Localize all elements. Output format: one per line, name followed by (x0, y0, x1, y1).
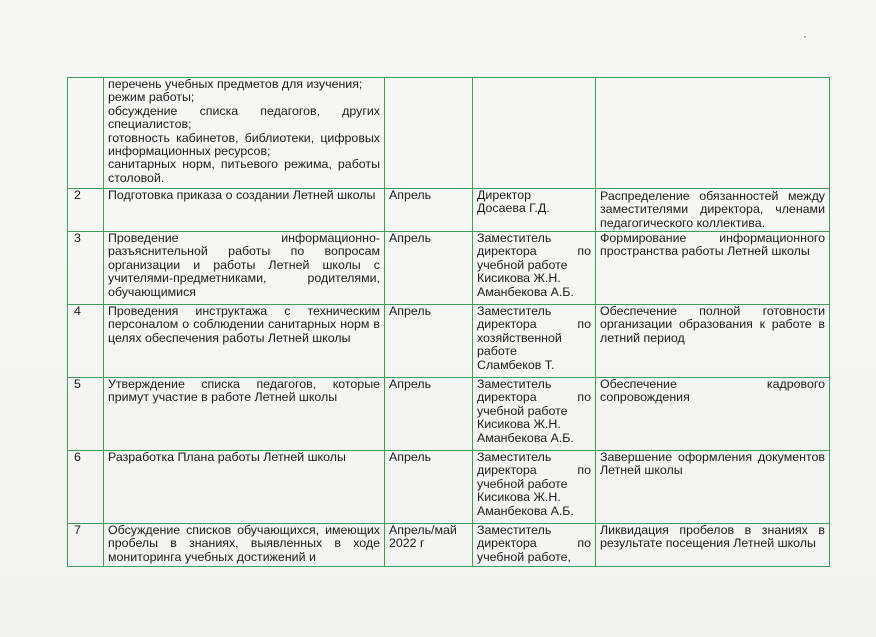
responsible-cell (473, 378, 596, 451)
table-row (68, 524, 830, 567)
responsible-line: Заместитель директора по учебной работе, (477, 523, 591, 564)
table-row (68, 189, 830, 232)
result-cell: Распределение обязанностей между заместителями директора, членами педагогического коллектива. (596, 189, 830, 232)
scan-speck (804, 36, 806, 38)
responsible-line: Кисикова Ж.Н. (477, 271, 561, 286)
activity-line: Обсуждение списков обучающихся, имеющих пробелы в знаниях, выявленных в ходе мониторинга учебных достижений и (108, 523, 380, 564)
responsible-line: Заместитель директора по учебной работе (477, 231, 591, 272)
table-row (68, 232, 830, 305)
result-cell: Обеспечение кадрового сопровождения (596, 378, 830, 451)
activity-line: Разработка Плана работы Летней школы (108, 450, 346, 464)
activity-line: санитарных норм, питьевого режима, работы столовой. (108, 157, 380, 185)
responsible-cell (473, 78, 596, 189)
activity-cell (104, 189, 385, 232)
table-row (68, 305, 830, 378)
row-number: 7 (68, 524, 104, 567)
row-number: 2 (68, 189, 104, 232)
term-cell: Апрель/май 2022 г (385, 524, 473, 567)
responsible-line: Кисикова Ж.Н. (477, 490, 561, 505)
activity-line: Подготовка приказа о создании Летней школы (108, 188, 376, 202)
summer-school-plan-table (67, 77, 830, 567)
activity-cell (104, 78, 385, 189)
term-cell: Апрель (385, 189, 473, 232)
activity-line: Утверждение списка педагогов, которые примут участие в работе Летней школы (108, 377, 380, 405)
term-cell: Апрель (385, 378, 473, 451)
row-number: 6 (68, 451, 104, 524)
responsible-line: Сламбеков Т. (477, 357, 555, 372)
responsible-line: Аманбекова А.Б. (477, 503, 574, 518)
responsible-line: Заместитель директора по хозяйственной работе (477, 304, 591, 359)
responsible-cell (473, 451, 596, 524)
row-number: 3 (68, 232, 104, 305)
responsible-line: Кисикова Ж.Н. (477, 417, 561, 432)
term-cell: Апрель (385, 451, 473, 524)
table-row (68, 451, 830, 524)
activity-line: готовность кабинетов, библиотеки, цифровых информационных ресурсов; (108, 130, 380, 159)
activity-line: Проведения инструктажа с техническим персоналом о соблюдении санитарных норм в целях обеспечения работы Летней школы (108, 304, 380, 345)
row-number: 5 (68, 378, 104, 451)
result-cell: Обеспечение полной готовности организации образования к работе в летний период (596, 305, 830, 378)
activity-cell (104, 378, 385, 451)
activity-line: обсуждение списка педагогов, других специалистов; (108, 103, 380, 132)
activity-line: перечень учебных предметов для изучения; (108, 77, 363, 91)
activity-cell (104, 232, 385, 305)
responsible-line: Досаева Г.Д. (477, 201, 550, 216)
result-cell: Завершение оформления документов Летней школы (596, 451, 830, 524)
responsible-cell (473, 524, 596, 567)
term-cell: Апрель (385, 305, 473, 378)
responsible-line: Аманбекова А.Б. (477, 284, 574, 299)
responsible-cell (473, 189, 596, 232)
responsible-cell (473, 305, 596, 378)
activity-line: Проведение информационно-разъяснительной работы по вопросам организации и работы Летней школы с учителями-предметниками, родителями, обучающимися (108, 231, 380, 299)
term-cell (385, 78, 473, 189)
responsible-cell (473, 232, 596, 305)
responsible-line: Директор (477, 188, 531, 202)
result-cell: Формирование информационного пространства работы Летней школы (596, 232, 830, 305)
activity-cell (104, 451, 385, 524)
activity-line: режим работы; (108, 90, 195, 105)
result-cell (596, 78, 830, 189)
table-row (68, 378, 830, 451)
term-cell: Апрель (385, 232, 473, 305)
row-number (68, 78, 104, 189)
table-row (68, 78, 830, 189)
plan-table-body (68, 78, 830, 567)
responsible-line: Заместитель директора по учебной работе (477, 450, 591, 491)
activity-cell (104, 524, 385, 567)
responsible-line: Заместитель директора по учебной работе (477, 377, 591, 418)
row-number: 4 (68, 305, 104, 378)
result-cell: Ликвидация пробелов в знаниях в результате посещения Летней школы (596, 524, 830, 567)
responsible-line: Аманбекова А.Б. (477, 430, 574, 445)
activity-cell (104, 305, 385, 378)
